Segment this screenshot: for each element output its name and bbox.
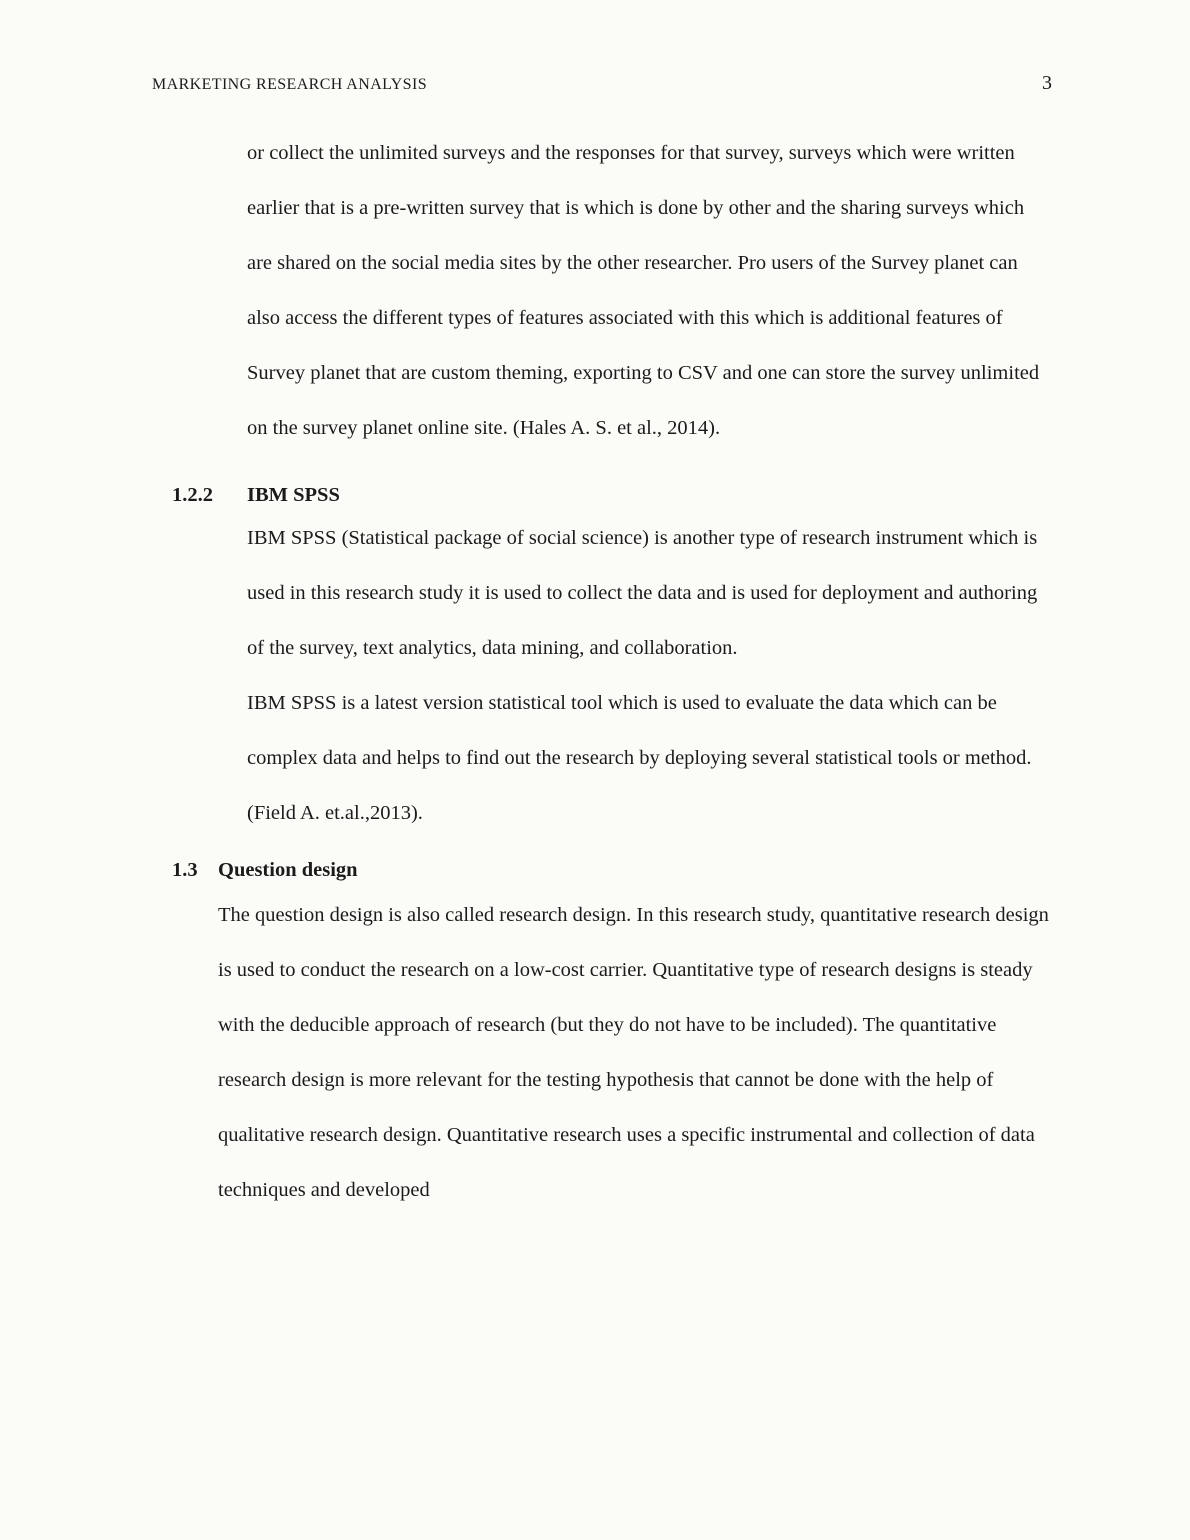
page-number: 3 [1042,72,1052,94]
heading-ibm-spss [152,480,1050,511]
paragraph-question-design: The question design is also called research design. In this research study, quantitative research design is used to conduct the research on a low-cost carrier. Quantitative type of research designs is steady with the deducible approach of research (but they do not have to be included). The quantitative research design is more relevant for the testing hypothesis that cannot be done with the help of qualitative research design. Quantitative research uses a specific instrumental and collection of data techniques and developed [218,904,1049,1201]
paragraph-spss-latest: IBM SPSS is a latest version statistical tool which is used to evaluate the data which can be complex data and helps to find out the research by deploying several statistical tools or method. (Field A. et.al.,2013). [247,692,1032,824]
heading-title-question-design: Question design [218,859,358,881]
paragraph-spss-definition: IBM SPSS (Statistical package of social science) is another type of research instrument which is used in this research study it is used to collect the data and is used for deployment and authoring of the survey, text analytics, data mining, and collaboration. [247,527,1038,659]
heading-title-ibm-spss: IBM SPSS [247,484,340,506]
paragraph-survey-planet: or collect the unlimited surveys and the responses for that survey, surveys which were written earlier that is a pre-written survey that is which is done by other and the sharing surveys which are shared on the social media sites by the other researcher. Pro users of the Survey planet can also access the different types of features associated with this which is additional features of Survey planet that are custom theming, exporting to CSV and one can store the survey unlimited on the survey planet online site. (Hales A. S. et al., 2014). [247,142,1040,439]
heading-number-question-design: 1.3 [172,859,198,881]
page-body [152,126,1050,1218]
page-header [152,72,1052,95]
heading-question-design [152,855,1050,886]
heading-number-ibm-spss: 1.2.2 [172,484,213,506]
running-head: MARKETING RESEARCH ANALYSIS [152,76,427,93]
